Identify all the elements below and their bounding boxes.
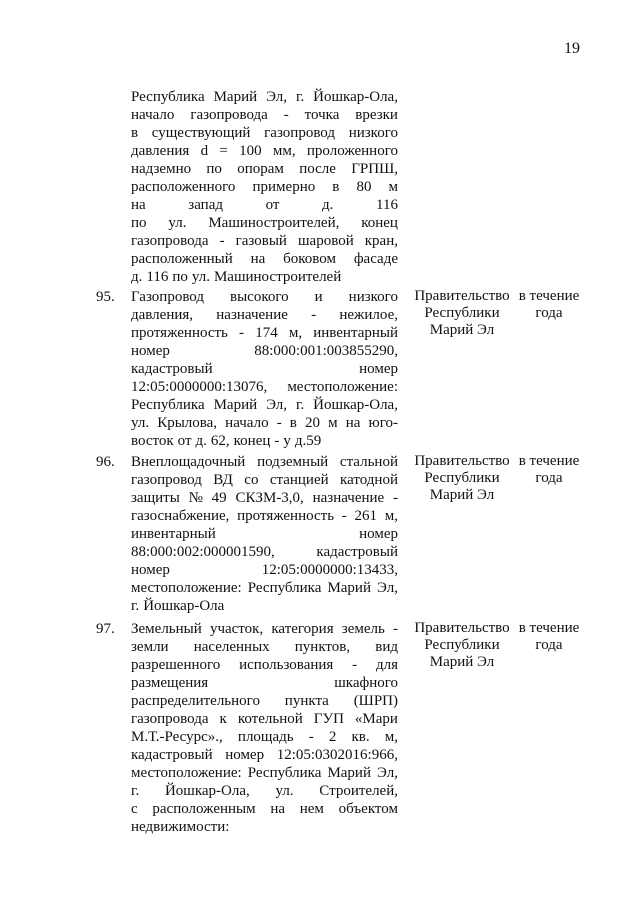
entry-responsible: Правительство Республики Марий Эл <box>414 288 510 338</box>
entry-number: 95. <box>96 289 115 305</box>
entry-description-line: местоположение: Республика Марий Эл, <box>131 580 398 596</box>
entry-description-line: земли населенных пунктов, вид <box>131 639 398 655</box>
continuation-line: давления d = 100 мм, проложенного <box>131 143 398 159</box>
entry-description-line: Земельный участок, категория земель - <box>131 621 398 637</box>
entry-description-line: кадастровый номер <box>131 361 398 377</box>
entry-description-line: инвентарный номер <box>131 526 398 542</box>
entry-description-line: газоснабжение, протяженность - 261 м, <box>131 508 398 524</box>
entry-description-line: местоположение: Республика Марий Эл, <box>131 765 398 781</box>
entry-description-line: 88:000:002:000001590, кадастровый <box>131 544 398 560</box>
entry-description-line: Республика Марий Эл, г. Йошкар-Ола, <box>131 397 398 413</box>
entry-description-line: М.Т.-Ресурс»., площадь - 2 кв. м, <box>131 729 398 745</box>
entry-description-line: кадастровый номер 12:05:0302016:966, <box>131 747 398 763</box>
entry-term: в течение года <box>518 288 580 321</box>
continuation-line: по ул. Машиностроителей, конец <box>131 215 398 231</box>
entry-description-line: недвижимости: <box>131 819 230 835</box>
entry-description-line: размещения шкафного <box>131 675 398 691</box>
entry-number: 97. <box>96 621 115 637</box>
continuation-line: начало газопровода - точка врезки <box>131 107 398 123</box>
entry-description-line: номер 12:05:0000000:13433, <box>131 562 398 578</box>
continuation-line: д. 116 по ул. Машиностроителей <box>131 269 342 285</box>
entry-description-line: 12:05:0000000:13076, местоположение: <box>131 379 398 395</box>
entry-description-line: протяженность - 174 м, инвентарный <box>131 325 398 341</box>
continuation-line: расположенный на боковом фасаде <box>131 251 398 267</box>
entry-description-line: ул. Крылова, начало - в 20 м на юго- <box>131 415 398 431</box>
entry-responsible: Правительство Республики Марий Эл <box>414 620 510 670</box>
entry-description-line: разрешенного использования - для <box>131 657 398 673</box>
entry-number: 96. <box>96 454 115 470</box>
entry-description-line: давления, назначение - нежилое, <box>131 307 398 323</box>
continuation-line: в существующий газопровод низкого <box>131 125 398 141</box>
entry-responsible: Правительство Республики Марий Эл <box>414 453 510 503</box>
entry-description-line: восток от д. 62, конец - у д.59 <box>131 433 322 449</box>
entry-description-line: г. Йошкар-Ола <box>131 598 225 614</box>
entry-description-line: Газопровод высокого и низкого <box>131 289 398 305</box>
entry-description-line: газопровод ВД со станцией катодной <box>131 472 398 488</box>
continuation-line: на запад от д. 116 <box>131 197 398 213</box>
entry-description-line: газопровода к котельной ГУП «Мари <box>131 711 398 727</box>
continuation-line: газопровода - газовый шаровой кран, <box>131 233 398 249</box>
entry-description-line: с расположенным на нем объектом <box>131 801 398 817</box>
entry-term: в течение года <box>518 620 580 653</box>
continuation-line: Республика Марий Эл, г. Йошкар-Ола, <box>131 89 398 105</box>
entry-description-line: г. Йошкар-Ола, ул. Строителей, <box>131 783 398 799</box>
entry-term: в течение года <box>518 453 580 486</box>
entry-description-line: распределительного пункта (ШРП) <box>131 693 398 709</box>
page-number: 19 <box>564 40 580 57</box>
entry-description-line: защиты № 49 СКЗМ-3,0, назначение - <box>131 490 398 506</box>
continuation-line: надземно по опорам после ГРПШ, <box>131 161 398 177</box>
entry-description-line: Внеплощадочный подземный стальной <box>131 454 398 470</box>
entry-description-line: номер 88:000:001:003855290, <box>131 343 398 359</box>
continuation-line: расположенного примерно в 80 м <box>131 179 398 195</box>
